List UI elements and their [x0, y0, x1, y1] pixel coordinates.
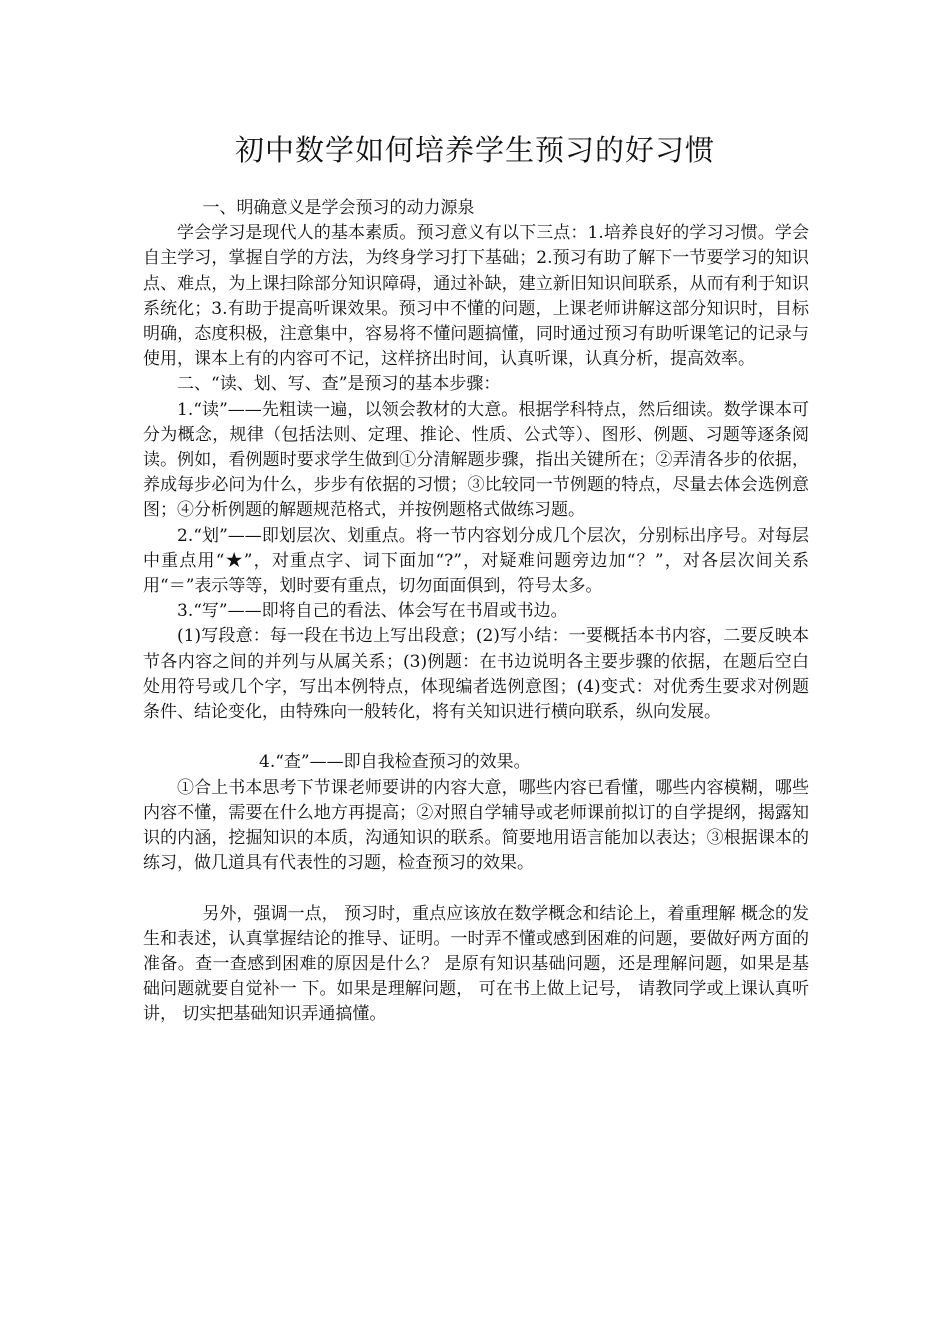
document-body: [143, 196, 809, 1028]
paragraph-write: 3.“写”——即将自己的看法、体会写在书眉或书边。: [177, 601, 568, 622]
spacer: [143, 725, 809, 750]
paragraph-additional: 另外，强调一点， 预习时，重点应该放在数学概念和结论上，着重理解 概念的发生和表述，认真掌握结论的推导、证明。一时弄不懂或感到困难的问题，要做好两方面的准备。查一查感到困难的原因是什么？ 是原有知识基础问题，还是理解问题，如果是基础问题就要自觉补一 下。如果是理解问题， 可在书上做上记号， 请教同学或上课认真听讲， 切实把基础知识弄通搞懂。: [143, 903, 809, 1025]
spacer: [143, 876, 809, 901]
section-heading-2: 二、“读、划、写、查”是预习的基本步骤：: [177, 374, 501, 395]
paragraph-check-details: ①合上书本思考下节课老师要讲的内容大意，哪些内容已看懂，哪些内容模糊，哪些内容不懂，需要在什么地方再提高；②对照自学辅导或老师课前拟订的自学提纲，揭露知识的内涵，挖掘知识的本质，沟通知识的联系。简要地用语言能加以表达；③根据课本的练习，做几道具有代表性的习题，检查预习的效果。: [143, 777, 809, 874]
section-heading-1: 一、明确意义是学会预习的动力源泉: [202, 198, 475, 218]
paragraph-read: 1.“读”——先粗读一遍，以领会教材的大意。根据学科特点，然后细读。数学课本可分为概念，规律（包括法则、定理、推论、性质、公式等）、图形、例题、习题等逐条阅读。例如，看例题时要求学生做到①分清解题步骤，指出关键所在；②弄清各步的依据，养成每步必问为什么，步步有依据的习惯；③比较同一节例题的特点，尽量去体会选例意图；④分析例题的解题规范格式，并按例题格式做练习题。: [143, 399, 809, 521]
section-heading-check: 4.“查”——即自我检查预习的效果。: [259, 752, 531, 773]
paragraph-write-details: (1)写段意：每一段在书边上写出段意；(2)写小结：一要概括本书内容，二要反映本节各内容之间的并列与从属关系；(3)例题：在书边说明各主要步骤的依据，在题后空白处用符号或几个字，写出本例特点，体现编者选例意图；(4)变式：对优秀生要求对例题条件、结论变化，由特殊向一般转化，将有关知识进行横向联系，纵向发展。: [143, 626, 809, 723]
paragraph-meaning: 学会学习是现代人的基本素质。预习意义有以下三点：1.培养良好的学习习惯。学会自主学习，掌握自学的方法，为终身学习打下基础；2.预习有助了解下一节要学习的知识点、难点，为上课扫除部分知识障碍，通过补缺，建立新旧知识间联系，从而有利于知识系统化；3.有助于提高听课效果。预习中不懂的问题，上课老师讲解这部分知识时，目标明确，态度积极，注意集中，容易将不懂问题搞懂，同时通过预习有助听课笔记的记录与使用，课本上有的内容可不记，这样挤出时间，认真听课，认真分析，提高效率。: [143, 223, 809, 370]
document-title: 初中数学如何培养学生预习的好习惯: [234, 133, 715, 167]
paragraph-mark: 2.“划”——即划层次、划重点。将一节内容划分成几个层次，分别标出序号。对每层中重点用“★”，对重点字、词下面加“?”，对疑难问题旁边加“？”，对各层次间关系用“＝”表示等等，划时要有重点，切勿面面俱到，符号太多。: [143, 525, 809, 597]
